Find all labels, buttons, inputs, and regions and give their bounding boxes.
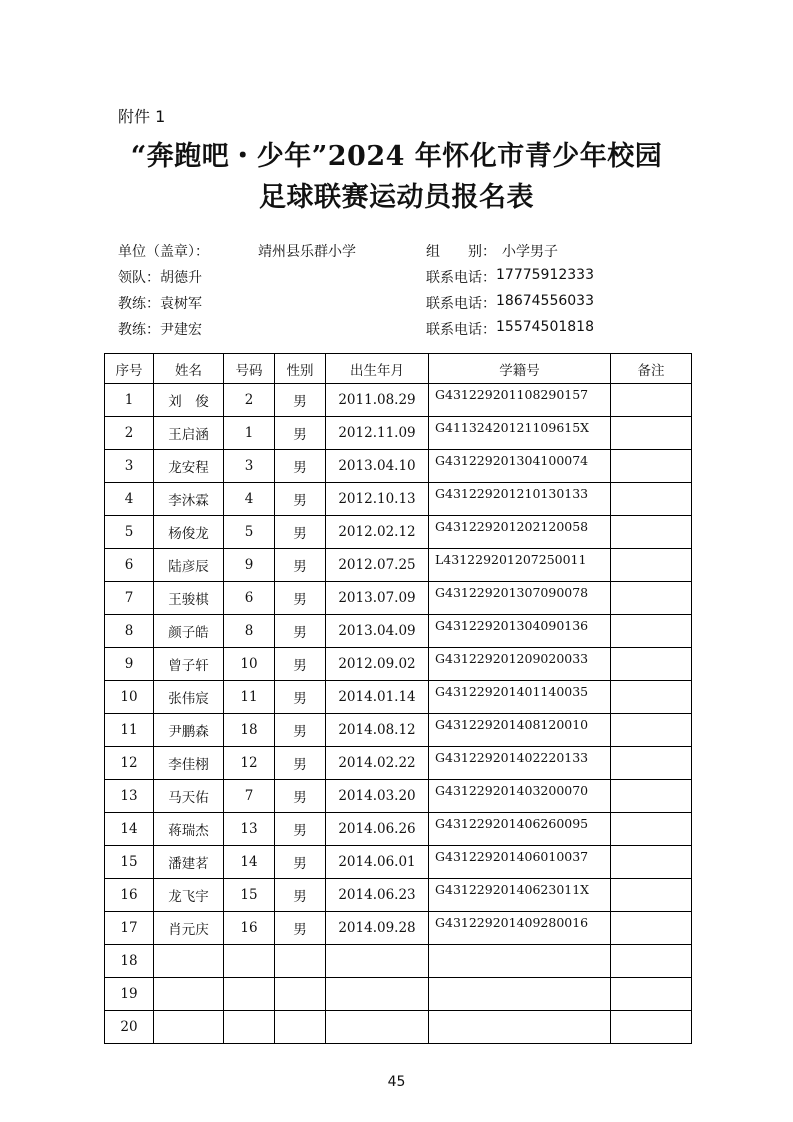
remark-cell bbox=[611, 615, 692, 648]
remark-cell bbox=[611, 384, 692, 417]
attachment-label: 附件 1 bbox=[118, 107, 166, 126]
table-row bbox=[105, 846, 692, 879]
info-row-coach-1 bbox=[118, 293, 698, 315]
birth-cell: 2014.06.23 bbox=[326, 879, 429, 912]
seq-cell: 7 bbox=[105, 582, 154, 615]
header-remark: 备注 bbox=[611, 354, 692, 384]
student-id-cell: G431229201403200070 bbox=[429, 780, 611, 813]
table-row bbox=[105, 516, 692, 549]
seq-cell: 16 bbox=[105, 879, 154, 912]
student-id-cell: G431229201402220133 bbox=[429, 747, 611, 780]
header-seq: 序号 bbox=[105, 354, 154, 384]
number-cell bbox=[224, 945, 275, 978]
gender-cell: 男 bbox=[275, 615, 326, 648]
number-cell: 10 bbox=[224, 648, 275, 681]
gender-cell: 男 bbox=[275, 648, 326, 681]
student-id-cell: G431229201401140035 bbox=[429, 681, 611, 714]
roster-table bbox=[104, 353, 692, 1044]
table-row bbox=[105, 582, 692, 615]
table-row bbox=[105, 483, 692, 516]
name-cell bbox=[154, 978, 224, 1011]
remark-cell bbox=[611, 681, 692, 714]
student-id-cell: G431229201304090136 bbox=[429, 615, 611, 648]
number-cell: 18 bbox=[224, 714, 275, 747]
remark-cell bbox=[611, 549, 692, 582]
gender-cell: 男 bbox=[275, 483, 326, 516]
student-id-cell: G431229201406260095 bbox=[429, 813, 611, 846]
gender-cell: 男 bbox=[275, 549, 326, 582]
table-row bbox=[105, 615, 692, 648]
coach-1-value: 袁树军 bbox=[160, 296, 202, 312]
birth-cell bbox=[326, 1011, 429, 1044]
birth-cell bbox=[326, 945, 429, 978]
header-name: 姓名 bbox=[154, 354, 224, 384]
number-cell: 5 bbox=[224, 516, 275, 549]
gender-cell: 男 bbox=[275, 681, 326, 714]
gender-cell: 男 bbox=[275, 813, 326, 846]
birth-cell: 2013.04.09 bbox=[326, 615, 429, 648]
birth-cell: 2013.07.09 bbox=[326, 582, 429, 615]
table-row bbox=[105, 714, 692, 747]
header-student-id: 学籍号 bbox=[429, 354, 611, 384]
info-row-unit bbox=[118, 241, 698, 263]
gender-cell: 男 bbox=[275, 780, 326, 813]
leader-phone-label: 联系电话： bbox=[426, 270, 496, 286]
name-cell bbox=[154, 945, 224, 978]
table-row bbox=[105, 780, 692, 813]
seq-cell: 4 bbox=[105, 483, 154, 516]
birth-cell: 2012.07.25 bbox=[326, 549, 429, 582]
coach-2-phone-label: 联系电话： bbox=[426, 322, 496, 338]
birth-cell: 2014.06.01 bbox=[326, 846, 429, 879]
student-id-cell: G431229201408120010 bbox=[429, 714, 611, 747]
birth-cell: 2012.09.02 bbox=[326, 648, 429, 681]
table-row bbox=[105, 747, 692, 780]
name-cell bbox=[154, 1011, 224, 1044]
form-title-line-2: 足球联赛运动员报名表 bbox=[259, 182, 534, 213]
birth-cell: 2014.08.12 bbox=[326, 714, 429, 747]
header-number: 号码 bbox=[224, 354, 275, 384]
student-id-cell bbox=[429, 1011, 611, 1044]
header-gender: 性别 bbox=[275, 354, 326, 384]
remark-cell bbox=[611, 912, 692, 945]
table-row bbox=[105, 384, 692, 417]
name-cell: 张伟宸 bbox=[154, 681, 224, 714]
name-cell: 刘 俊 bbox=[154, 384, 224, 417]
number-cell: 3 bbox=[224, 450, 275, 483]
gender-cell: 男 bbox=[275, 714, 326, 747]
seq-cell: 20 bbox=[105, 1011, 154, 1044]
name-cell: 肖元庆 bbox=[154, 912, 224, 945]
info-row-coach-2 bbox=[118, 319, 698, 341]
seq-cell: 5 bbox=[105, 516, 154, 549]
coach-1-label: 教练： bbox=[118, 296, 160, 312]
student-id-cell: G431229201108290157 bbox=[429, 384, 611, 417]
gender-cell: 男 bbox=[275, 846, 326, 879]
student-id-cell: L431229201207250011 bbox=[429, 549, 611, 582]
table-row bbox=[105, 681, 692, 714]
table-row bbox=[105, 912, 692, 945]
leader-label: 领队： bbox=[118, 270, 160, 286]
name-cell: 龙安程 bbox=[154, 450, 224, 483]
name-cell: 李佳栩 bbox=[154, 747, 224, 780]
gender-cell bbox=[275, 1011, 326, 1044]
seq-cell: 1 bbox=[105, 384, 154, 417]
number-cell: 1 bbox=[224, 417, 275, 450]
birth-cell: 2014.09.28 bbox=[326, 912, 429, 945]
remark-cell bbox=[611, 879, 692, 912]
gender-cell: 男 bbox=[275, 516, 326, 549]
seq-cell: 17 bbox=[105, 912, 154, 945]
seq-cell: 6 bbox=[105, 549, 154, 582]
gender-cell: 男 bbox=[275, 912, 326, 945]
gender-cell bbox=[275, 978, 326, 1011]
student-id-cell: G431229201409280016 bbox=[429, 912, 611, 945]
table-row bbox=[105, 417, 692, 450]
birth-cell: 2012.11.09 bbox=[326, 417, 429, 450]
student-id-cell: G431229201406010037 bbox=[429, 846, 611, 879]
seq-cell: 18 bbox=[105, 945, 154, 978]
birth-cell: 2011.08.29 bbox=[326, 384, 429, 417]
group-value: 小学男子 bbox=[502, 244, 558, 260]
seq-cell: 10 bbox=[105, 681, 154, 714]
remark-cell bbox=[611, 483, 692, 516]
remark-cell bbox=[611, 648, 692, 681]
number-cell: 4 bbox=[224, 483, 275, 516]
gender-cell: 男 bbox=[275, 582, 326, 615]
name-cell: 王骏棋 bbox=[154, 582, 224, 615]
number-cell: 15 bbox=[224, 879, 275, 912]
birth-cell: 2012.10.13 bbox=[326, 483, 429, 516]
table-row bbox=[105, 813, 692, 846]
student-id-cell: G431229201209020033 bbox=[429, 648, 611, 681]
name-cell: 尹鹏森 bbox=[154, 714, 224, 747]
name-cell: 李沐霖 bbox=[154, 483, 224, 516]
table-row bbox=[105, 1011, 692, 1044]
remark-cell bbox=[611, 516, 692, 549]
birth-cell: 2012.02.12 bbox=[326, 516, 429, 549]
student-id-cell: G431229201202120058 bbox=[429, 516, 611, 549]
table-row bbox=[105, 879, 692, 912]
number-cell: 7 bbox=[224, 780, 275, 813]
page-number: 45 bbox=[387, 1074, 406, 1090]
seq-cell: 14 bbox=[105, 813, 154, 846]
table-row bbox=[105, 450, 692, 483]
student-id-cell: G431229201304100074 bbox=[429, 450, 611, 483]
number-cell: 13 bbox=[224, 813, 275, 846]
birth-cell: 2014.01.14 bbox=[326, 681, 429, 714]
student-id-cell: G431229201307090078 bbox=[429, 582, 611, 615]
coach-1-phone: 18674556033 bbox=[496, 293, 594, 309]
remark-cell bbox=[611, 846, 692, 879]
remark-cell bbox=[611, 714, 692, 747]
number-cell: 14 bbox=[224, 846, 275, 879]
remark-cell bbox=[611, 582, 692, 615]
number-cell: 16 bbox=[224, 912, 275, 945]
number-cell bbox=[224, 978, 275, 1011]
student-id-cell: G41132420121109615X bbox=[429, 417, 611, 450]
number-cell: 12 bbox=[224, 747, 275, 780]
gender-cell: 男 bbox=[275, 879, 326, 912]
remark-cell bbox=[611, 747, 692, 780]
number-cell: 6 bbox=[224, 582, 275, 615]
name-cell: 陆彦辰 bbox=[154, 549, 224, 582]
remark-cell bbox=[611, 417, 692, 450]
remark-cell bbox=[611, 780, 692, 813]
remark-cell bbox=[611, 1011, 692, 1044]
unit-label: 单位（盖章）： bbox=[118, 244, 209, 260]
form-title-line-1: “奔跑吧・少年”2024 年怀化市青少年校园 bbox=[130, 141, 663, 172]
birth-cell: 2014.03.20 bbox=[326, 780, 429, 813]
number-cell: 2 bbox=[224, 384, 275, 417]
name-cell: 杨俊龙 bbox=[154, 516, 224, 549]
seq-cell: 19 bbox=[105, 978, 154, 1011]
seq-cell: 8 bbox=[105, 615, 154, 648]
table-row bbox=[105, 978, 692, 1011]
coach-2-label: 教练： bbox=[118, 322, 160, 338]
seq-cell: 15 bbox=[105, 846, 154, 879]
birth-cell: 2014.02.22 bbox=[326, 747, 429, 780]
coach-2-value: 尹建宏 bbox=[160, 322, 202, 338]
group-label: 组 别： bbox=[426, 244, 496, 260]
birth-cell bbox=[326, 978, 429, 1011]
table-row bbox=[105, 648, 692, 681]
birth-cell: 2013.04.10 bbox=[326, 450, 429, 483]
number-cell: 8 bbox=[224, 615, 275, 648]
student-id-cell: G43122920140623011X bbox=[429, 879, 611, 912]
remark-cell bbox=[611, 978, 692, 1011]
leader-phone: 17775912333 bbox=[496, 267, 594, 283]
gender-cell: 男 bbox=[275, 450, 326, 483]
gender-cell bbox=[275, 945, 326, 978]
seq-cell: 12 bbox=[105, 747, 154, 780]
seq-cell: 11 bbox=[105, 714, 154, 747]
remark-cell bbox=[611, 813, 692, 846]
seq-cell: 2 bbox=[105, 417, 154, 450]
info-row-leader bbox=[118, 267, 698, 289]
unit-value: 靖州县乐群小学 bbox=[258, 244, 356, 260]
table-row bbox=[105, 945, 692, 978]
gender-cell: 男 bbox=[275, 747, 326, 780]
student-id-cell: G431229201210130133 bbox=[429, 483, 611, 516]
birth-cell: 2014.06.26 bbox=[326, 813, 429, 846]
coach-2-phone: 15574501818 bbox=[496, 319, 594, 335]
name-cell: 潘建茗 bbox=[154, 846, 224, 879]
header-birth: 出生年月 bbox=[326, 354, 429, 384]
seq-cell: 3 bbox=[105, 450, 154, 483]
student-id-cell bbox=[429, 945, 611, 978]
table-row bbox=[105, 549, 692, 582]
name-cell: 颜子皓 bbox=[154, 615, 224, 648]
name-cell: 马天佑 bbox=[154, 780, 224, 813]
number-cell bbox=[224, 1011, 275, 1044]
seq-cell: 9 bbox=[105, 648, 154, 681]
name-cell: 蒋瑞杰 bbox=[154, 813, 224, 846]
name-cell: 龙飞宇 bbox=[154, 879, 224, 912]
remark-cell bbox=[611, 450, 692, 483]
name-cell: 曾子轩 bbox=[154, 648, 224, 681]
number-cell: 9 bbox=[224, 549, 275, 582]
table-header-row bbox=[105, 354, 692, 384]
name-cell: 王启涵 bbox=[154, 417, 224, 450]
remark-cell bbox=[611, 945, 692, 978]
number-cell: 11 bbox=[224, 681, 275, 714]
gender-cell: 男 bbox=[275, 417, 326, 450]
seq-cell: 13 bbox=[105, 780, 154, 813]
gender-cell: 男 bbox=[275, 384, 326, 417]
coach-1-phone-label: 联系电话： bbox=[426, 296, 496, 312]
leader-value: 胡德升 bbox=[160, 270, 202, 286]
student-id-cell bbox=[429, 978, 611, 1011]
